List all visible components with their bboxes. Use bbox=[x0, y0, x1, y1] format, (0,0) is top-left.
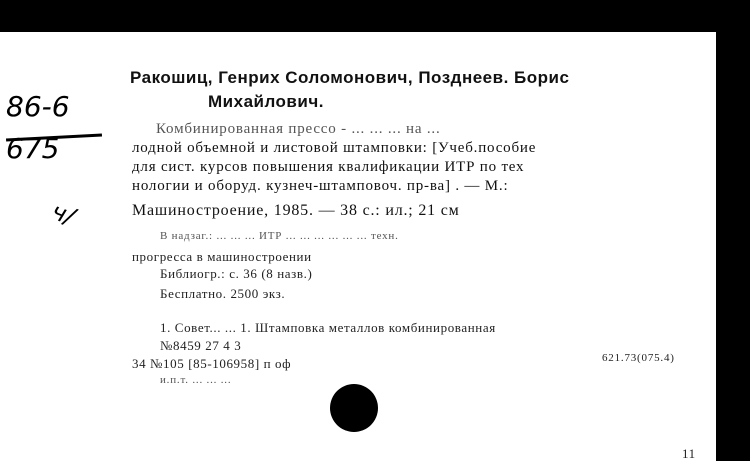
description-line-5: Машиностроение, 1985. — 38 с.: ил.; 21 см bbox=[132, 202, 460, 219]
catalog-number-1: №8459 27 4 3 bbox=[160, 338, 242, 353]
punch-hole bbox=[330, 384, 378, 432]
author-line-1: Ракошиц, Генрих Соломонович, Позднеев. Борис bbox=[130, 68, 570, 87]
description-line-2: лодной объемной и листовой штамповки: [Учеб.пособие bbox=[132, 140, 537, 156]
corner-mark: 11 bbox=[682, 446, 696, 461]
classification-code: 621.73(075.4) bbox=[602, 352, 675, 364]
description-line-1: Комбинированная прессо - ... ... ... на ... bbox=[156, 121, 441, 137]
author-line-2: Михайлович. bbox=[208, 92, 324, 111]
note-line-2: прогресса в машиностроении bbox=[132, 249, 312, 264]
bibliography: Библиогр.: с. 36 (8 назв.) bbox=[160, 266, 313, 281]
note-line-1: В надзаг.: ... ... ... ИТР ... ... ... ... ... ... техн. bbox=[160, 230, 399, 242]
copies: Бесплатно. 2500 экз. bbox=[160, 286, 286, 301]
handwritten-number-bottom: 675 bbox=[6, 132, 60, 165]
catalog-card bbox=[0, 32, 716, 461]
description-line-4: нологии и оборуд. кузнеч-штамповоч. пр-ва] . — М.: bbox=[132, 178, 509, 194]
catalog-number-2: 34 №105 [85-106958] п оф bbox=[132, 356, 292, 371]
handwritten-number-top: 86-6 bbox=[6, 90, 70, 123]
catalog-number-3: и.п.т. ... ... ... bbox=[160, 374, 232, 386]
subject-headings: 1. Совет... ... 1. Штамповка металлов комбинированная bbox=[160, 320, 496, 335]
handwritten-mark: ч/ bbox=[47, 197, 79, 231]
description-line-3: для сист. курсов повышения квалификации ИТР по тех bbox=[132, 159, 525, 175]
